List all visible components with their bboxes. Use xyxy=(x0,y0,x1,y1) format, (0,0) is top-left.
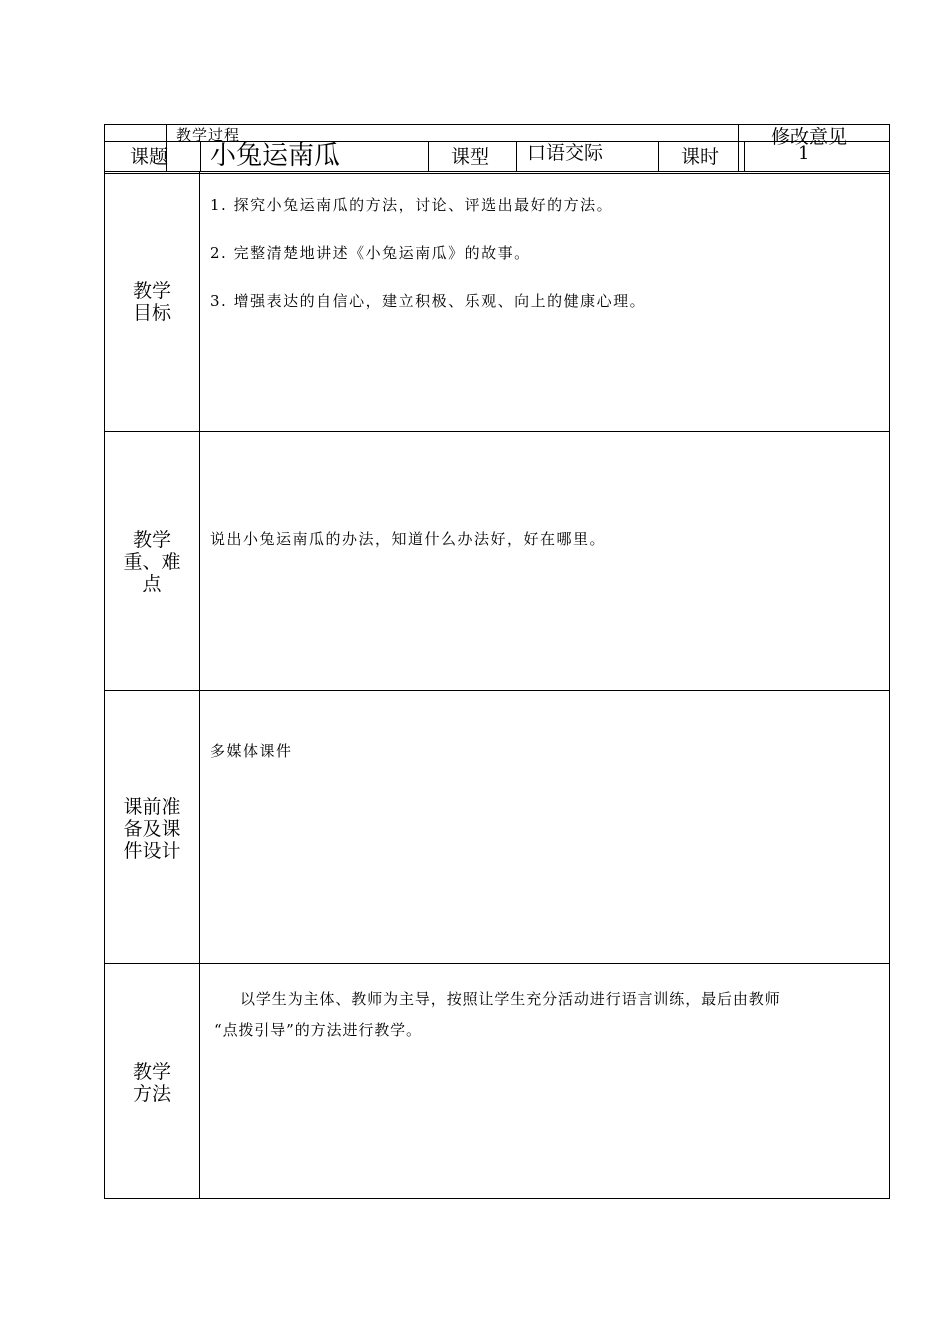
objective-item: 3. 增强表达的自信心，建立积极、乐观、向上的健康心理。 xyxy=(210,292,647,310)
header-divider-d xyxy=(516,141,517,172)
preparation-label-line: 件设计 xyxy=(123,840,181,862)
objective-item: 1. 探究小兔运南瓜的方法，讨论、评选出最好的方法。 xyxy=(210,196,614,214)
key-points-label-line: 点 xyxy=(142,573,162,595)
header-divider-c xyxy=(428,141,429,172)
row-divider-4 xyxy=(104,963,890,964)
method-text-line: 以学生为主体、教师为主导，按照让学生充分活动进行语言训练，最后由教师 xyxy=(240,990,781,1008)
key-points-label-line: 重、难 xyxy=(123,551,181,573)
method-label-line: 方法 xyxy=(132,1083,171,1105)
preparation-label-line: 课前准 xyxy=(123,796,181,818)
process-label: 教学过程 xyxy=(176,126,241,144)
preparation-label xyxy=(106,796,198,862)
header-divider-e xyxy=(658,141,659,172)
objectives-label xyxy=(106,280,198,324)
objectives-label-line: 目标 xyxy=(132,302,171,324)
revision-label: 修改意见 xyxy=(771,126,848,148)
method-label xyxy=(106,1061,198,1105)
type-value: 口语交际 xyxy=(527,142,604,164)
type-label: 课型 xyxy=(451,146,490,168)
table-bottom-border xyxy=(104,1198,890,1199)
key-points-label-line: 教学 xyxy=(132,529,171,551)
row-divider-1 xyxy=(104,173,890,174)
key-points-text: 说出小兔运南瓜的办法，知道什么办法好，好在哪里。 xyxy=(210,530,607,548)
header-bottom-line xyxy=(104,171,890,172)
objective-item: 2. 完整清楚地讲述《小兔运南瓜》的故事。 xyxy=(210,244,531,262)
topic-label: 课题 xyxy=(130,146,169,168)
method-text-line: “点拨引导”的方法进行教学。 xyxy=(214,1021,422,1039)
topic-value: 小兔运南瓜 xyxy=(210,141,341,171)
row-divider-2 xyxy=(104,431,890,432)
row-divider-3 xyxy=(104,690,890,691)
header-divider-g xyxy=(744,141,745,172)
table-right-border xyxy=(889,124,890,1199)
method-label-line: 教学 xyxy=(132,1061,171,1083)
preparation-label-line: 备及课 xyxy=(123,818,181,840)
label-column-divider xyxy=(199,172,200,1199)
period-value: 1 xyxy=(798,143,810,164)
table-top-border xyxy=(104,124,890,125)
header-divider-b xyxy=(200,141,201,172)
preparation-text: 多媒体课件 xyxy=(210,742,293,760)
objectives-label-line: 教学 xyxy=(132,280,171,302)
header-divider-f xyxy=(738,124,739,172)
period-label: 课时 xyxy=(681,146,720,168)
key-points-label xyxy=(106,529,198,595)
table-left-border xyxy=(104,124,105,1199)
